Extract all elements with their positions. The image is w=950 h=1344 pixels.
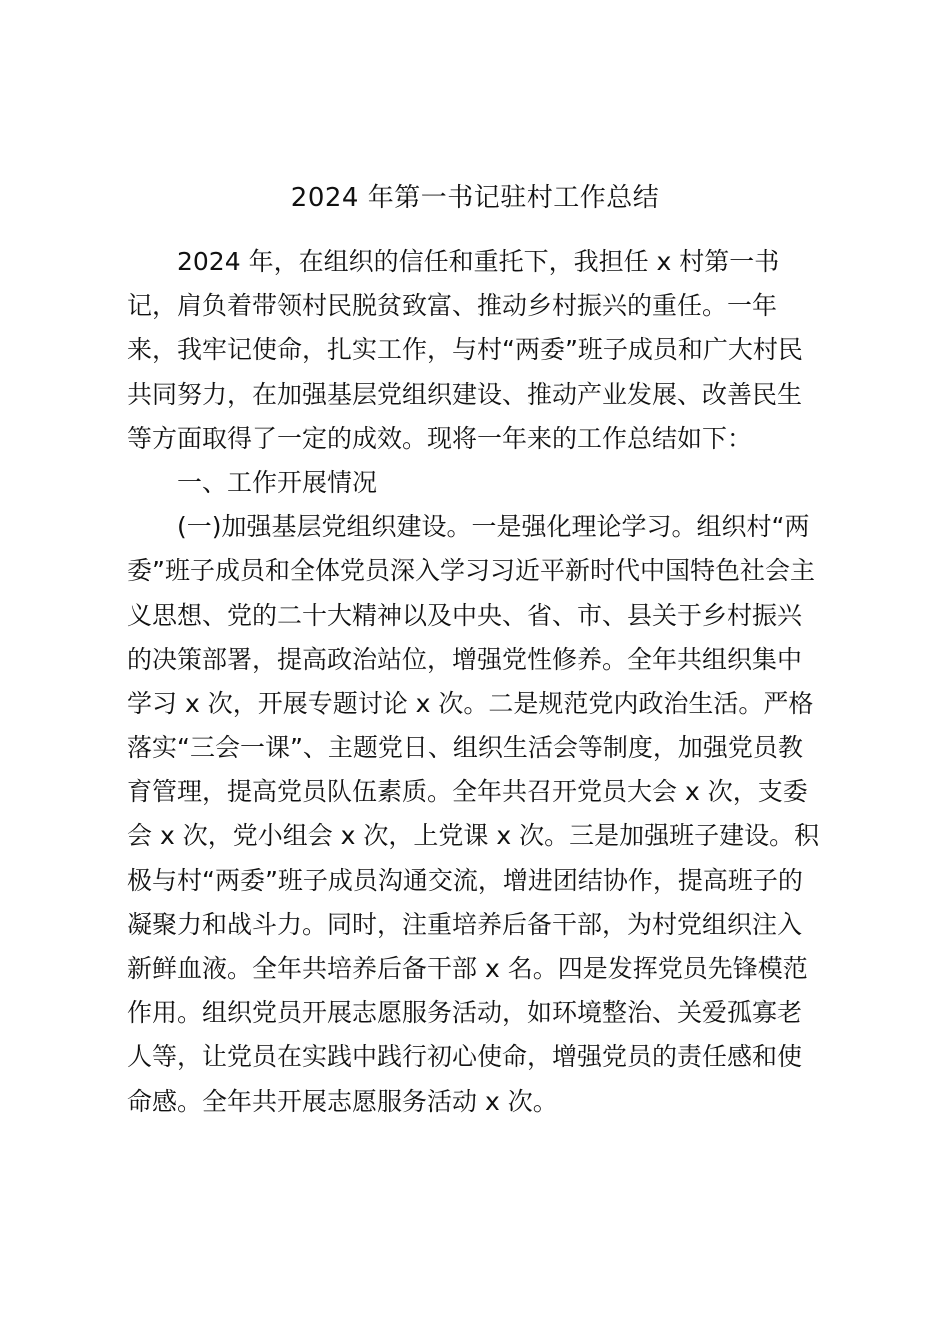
- paragraph-line: 等方面取得了一定的成效。现将一年来的工作总结如下：: [127, 423, 753, 453]
- paragraph-line: (一)加强基层党组织建设。一是强化理论学习。组织村“两: [177, 512, 810, 542]
- document-body: [127, 240, 827, 1124]
- paragraph-line: 共同努力，在加强基层党组织建设、推动产业发展、改善民生: [127, 379, 803, 409]
- paragraph-line: 委”班子成员和全体党员深入学习习近平新时代中国特色社会主: [127, 556, 815, 586]
- paragraph-line: 人等，让党员在实践中践行初心使命，增强党员的责任感和使: [127, 1042, 803, 1072]
- paragraph-line: 落实“三会一课”、主题党日、组织生活会等制度，加强党员教: [127, 733, 803, 763]
- paragraph-line: 命感。全年共开展志愿服务活动 x 次。: [127, 1086, 558, 1116]
- paragraph-line: 2024 年，在组织的信任和重托下，我担任 x 村第一书: [177, 247, 780, 276]
- paragraph-line: 凝聚力和战斗力。同时，注重培养后备干部，为村党组织注入: [127, 909, 803, 939]
- paragraph-line: 会 x 次，党小组会 x 次，上党课 x 次。三是加强班子建设。积: [127, 821, 820, 851]
- paragraph-line: 义思想、党的二十大精神以及中央、省、市、县关于乡村振兴: [127, 600, 803, 630]
- paragraph-line: 记，肩负着带领村民脱贫致富、推动乡村振兴的重任。一年: [127, 291, 778, 321]
- section-heading: 一、工作开展情况: [177, 467, 378, 497]
- paragraph-line: 极与村“两委”班子成员沟通交流，增进团结协作，提高班子的: [127, 865, 803, 895]
- paragraph-line: 作用。组织党员开展志愿服务活动，如环境整治、关爱孤寡老: [127, 998, 803, 1028]
- paragraph-line: 新鲜血液。全年共培养后备干部 x 名。四是发挥党员先锋模范: [127, 954, 808, 983]
- paragraph-line: 的决策部署，提高政治站位，增强党性修养。全年共组织集中: [127, 644, 803, 674]
- paragraph-line: 学习 x 次，开展专题讨论 x 次。二是规范党内政治生活。严格: [127, 688, 814, 718]
- document-title: 2024 年第一书记驻村工作总结: [290, 183, 660, 213]
- paragraph-line: 育管理，提高党员队伍素质。全年共召开党员大会 x 次，支委: [127, 777, 808, 807]
- paragraph-line: 来，我牢记使命，扎实工作，与村“两委”班子成员和广大村民: [127, 335, 803, 365]
